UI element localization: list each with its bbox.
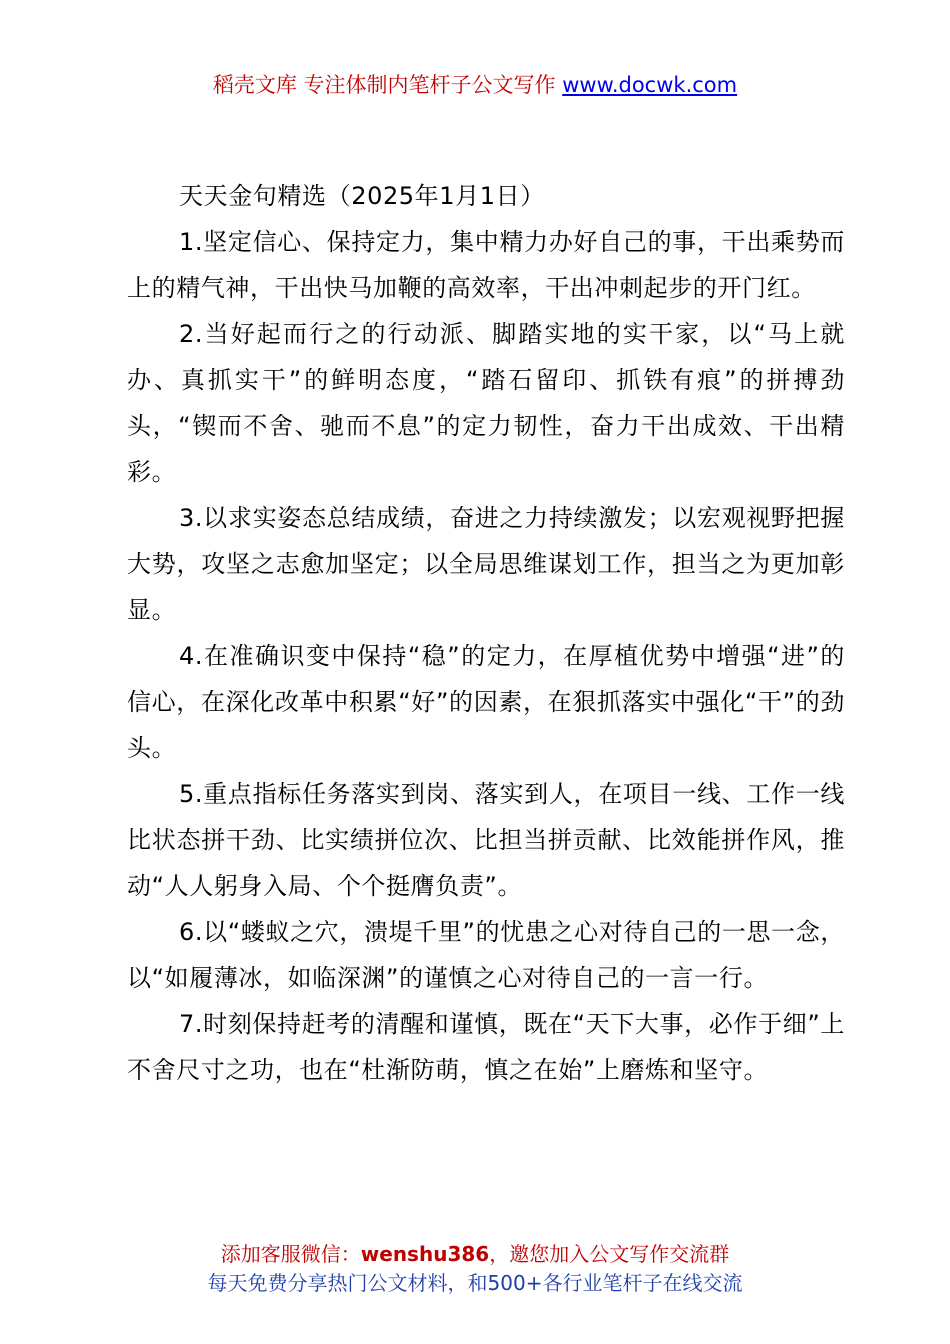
footer-contact-line <box>0 1240 950 1269</box>
header-site-link[interactable]: www.docwk.com <box>562 73 738 97</box>
footer-wechat-id: wenshu386 <box>360 1242 490 1266</box>
quote-item-3: 3.以求实姿态总结成绩，奋进之力持续激发；以宏观视野把握大势，攻坚之志愈加坚定；以全局思维谋划工作，担当之为更加彰显。 <box>127 504 845 624</box>
footer-contact-prefix: 添加客服微信： <box>220 1242 361 1266</box>
quote-item-4: 4.在准确识变中保持“稳”的定力，在厚植优势中增强“进”的信心，在深化改革中积累“好”的因素，在狠抓落实中强化“干”的劲头。 <box>127 642 845 762</box>
quote-item-6: 6.以“蝼蚁之穴，溃堤千里”的忧患之心对待自己的一思一念，以“如履薄冰，如临深渊”的谨慎之心对待自己的一言一行。 <box>127 918 845 992</box>
quote-item-2: 2.当好起而行之的行动派、脚踏实地的实干家，以“马上就办、真抓实干”的鲜明态度，“踏石留印、抓铁有痕”的拼搏劲头，“锲而不舍、驰而不息”的定力韧性，奋力干出成效、干出精彩。 <box>127 320 845 486</box>
quote-item-5: 5.重点指标任务落实到岗、落实到人，在项目一线、工作一线比状态拼干劲、比实绩拼位次、比担当拼贡献、比效能拼作风，推动“人人躬身入局、个个挺膺负责”。 <box>127 780 845 900</box>
page-header <box>0 70 950 100</box>
document-title: 天天金句精选（2025年1月1日） <box>179 182 545 210</box>
header-brand-text: 稻壳文库 专注体制内笔杆子公文写作 <box>212 73 563 97</box>
quote-item-1: 1.坚定信心、保持定力，集中精力办好自己的事，干出乘势而上的精气神，干出快马加鞭的高效率，干出冲刺起步的开门红。 <box>127 228 845 302</box>
quote-item-7: 7.时刻保持赶考的清醒和谨慎，既在“天下大事，必作于细”上不舍尺寸之功，也在“杜渐防萌，慎之在始”上磨炼和坚守。 <box>127 1010 845 1084</box>
footer-promo-line: 每天免费分享热门公文材料，和500+各行业笔杆子在线交流 <box>207 1271 743 1295</box>
page-footer <box>0 1240 950 1298</box>
document-body <box>127 173 845 1093</box>
footer-contact-suffix: ，邀您加入公文写作交流群 <box>489 1242 730 1266</box>
